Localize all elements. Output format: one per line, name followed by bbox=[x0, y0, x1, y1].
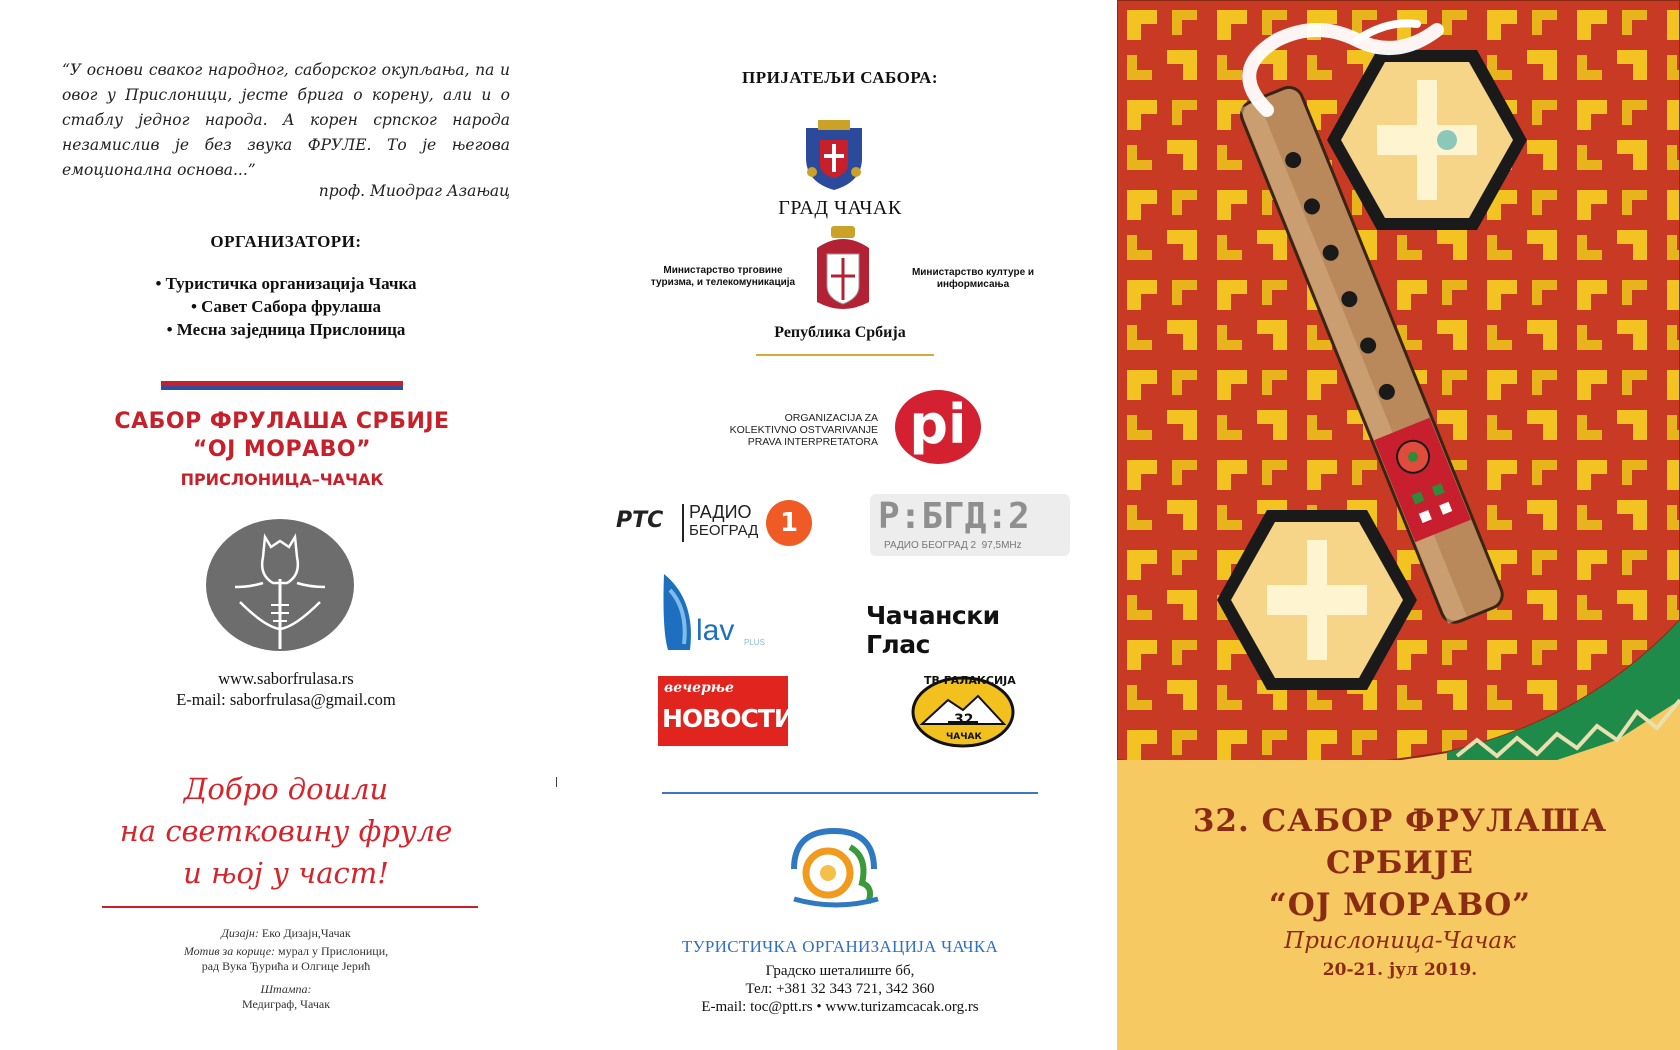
credit-design-label: Дизајн: bbox=[221, 926, 259, 940]
opi-organization-text bbox=[660, 412, 878, 448]
print-credits bbox=[62, 926, 510, 1012]
republic-label: Република Србија bbox=[774, 324, 906, 341]
divider bbox=[102, 906, 478, 908]
city-name: ГРАД ЧАЧАК bbox=[778, 197, 902, 219]
radio-label: РАДИО bbox=[689, 502, 752, 522]
radio-one-badge: 1 bbox=[766, 500, 812, 546]
organizer-item: • Туристичка организација Чачка bbox=[155, 274, 417, 293]
novosti-label: НОВОСТИ bbox=[662, 704, 794, 733]
credit-print: Медиграф, Чачак bbox=[241, 997, 331, 1011]
cover-title bbox=[1120, 800, 1680, 926]
welcome-message bbox=[62, 768, 510, 894]
festival-name bbox=[100, 408, 464, 464]
ministry-trade-label: Министарство трговине туризма, и телекомуникација bbox=[650, 265, 796, 288]
credit-print-label: Штампа: bbox=[260, 982, 312, 996]
toc-email[interactable]: E-mail: toc@ptt.rs • www.turizamcacak.org.rs bbox=[701, 999, 979, 1015]
cover-title-line1: 32. САБОР ФРУЛАША СРБИЈЕ bbox=[1192, 803, 1608, 881]
tv-galaksija-logo bbox=[908, 672, 1018, 748]
ministry-culture-label: Министарство културе и информисања bbox=[911, 267, 1035, 290]
rbgd-frequency: 97,5MHz bbox=[981, 540, 1022, 551]
lav-label: lav bbox=[696, 614, 735, 647]
rts-label: РТС bbox=[616, 508, 664, 533]
credit-cover-authors: рад Вука Ђурића и Олгице Јерић bbox=[201, 959, 371, 973]
city-coat-of-arms-icon bbox=[800, 118, 868, 192]
festival-website[interactable]: www.saborfrulasa.rs bbox=[218, 669, 354, 688]
lav-sub: PLUS bbox=[744, 638, 765, 647]
flute-player-emblem-icon bbox=[205, 517, 355, 652]
serbian-flag-stripe bbox=[161, 381, 403, 395]
credit-cover: мурал у Прислоници, bbox=[278, 944, 389, 958]
cover-place: Прислоница-Чачак bbox=[1284, 928, 1516, 954]
festival-place: ПРИСЛОНИЦА–ЧАЧАК bbox=[180, 470, 384, 489]
tourist-organization-contacts bbox=[620, 962, 1060, 1016]
credit-design: Еко Дизајн,Чачак bbox=[261, 926, 351, 940]
novosti-top-label: вечерње bbox=[664, 680, 734, 696]
welcome-line: и њој у част! bbox=[183, 856, 389, 890]
festival-name-line1: САБОР ФРУЛАША СРБИЈЕ bbox=[114, 409, 450, 434]
serbia-coat-of-arms-icon bbox=[813, 224, 873, 316]
vecernje-novosti-logo bbox=[658, 676, 794, 746]
cover-title-line2: “ОЈ МОРАВО” bbox=[1268, 887, 1532, 923]
divider bbox=[662, 792, 1038, 794]
cover-date: 20-21. јул 2019. bbox=[1322, 960, 1478, 980]
friends-title: ПРИЈАТЕЉИ САБОРА: bbox=[741, 68, 938, 87]
lav-plus-logo bbox=[660, 570, 790, 660]
organizers-list bbox=[62, 272, 510, 341]
toc-phone: Тел: +381 32 343 721, 342 360 bbox=[745, 981, 935, 997]
radio-beograd-2-logo bbox=[870, 494, 1070, 556]
festival-contacts bbox=[62, 668, 510, 710]
festival-email[interactable]: E-mail: saborfrulasa@gmail.com bbox=[176, 690, 396, 709]
quote-author: проф. Миодраг Азањац bbox=[318, 182, 510, 200]
flute-mural-illustration bbox=[1117, 0, 1680, 760]
galaksija-number: 32 bbox=[954, 712, 974, 728]
opi-text-line: ORGANIZACIJA ZA bbox=[784, 412, 878, 424]
organizer-item: • Месна заједница Прислоница bbox=[166, 320, 406, 339]
organizer-item: • Савет Сабора фрулаша bbox=[190, 297, 382, 316]
rbgd-sub: РАДИО БЕОГРАД 2 bbox=[884, 540, 977, 551]
radio-beograd-1-logo bbox=[616, 500, 826, 546]
galaksija-label: ТВ ГАЛАКСИЈА bbox=[924, 674, 1016, 687]
welcome-line: Добро дошли bbox=[183, 772, 389, 806]
tourist-organization-name: ТУРИСТИЧКА ОРГАНИЗАЦИЈА ЧАЧКА bbox=[681, 937, 999, 956]
beograd-label: БЕОГРАД bbox=[689, 522, 759, 539]
opi-logo bbox=[895, 390, 985, 464]
toc-address: Градско шеталиште бб, bbox=[765, 963, 915, 979]
flag-white-band bbox=[161, 390, 403, 395]
lav-mark-icon bbox=[660, 570, 700, 654]
opi-text-line: PRAVA INTERPRETATORA bbox=[747, 436, 878, 448]
credit-cover-label: Мотив за корице: bbox=[183, 944, 276, 958]
fold-mark bbox=[556, 777, 557, 787]
tourist-organization-logo-icon bbox=[788, 823, 884, 915]
cacanski-glas-logo: Чачански Глас bbox=[866, 601, 1000, 659]
galaksija-city: ЧАЧАК bbox=[946, 732, 982, 742]
divider bbox=[756, 354, 934, 356]
organizers-title: ОРГАНИЗАТОРИ: bbox=[210, 232, 362, 251]
festival-name-line2: “ОЈ МОРАВО” bbox=[192, 437, 372, 462]
quote-text: “У основи сваког народног, саборског окупљања, па и овог у Прислоници, јесте брига о корену, али и о стаблу једног народа. А корен српског народа незамислив је без звука ФРУЛЕ. То је његова емоционална основа...” bbox=[62, 61, 510, 179]
rbgd-label: Р:БГД:2 bbox=[878, 496, 1030, 537]
welcome-line: на светковину фруле bbox=[119, 814, 453, 848]
opi-logo-mark: pi bbox=[895, 390, 981, 464]
opi-text-line: KOLEKTIVNO OSTVARIVANJE bbox=[729, 424, 878, 436]
